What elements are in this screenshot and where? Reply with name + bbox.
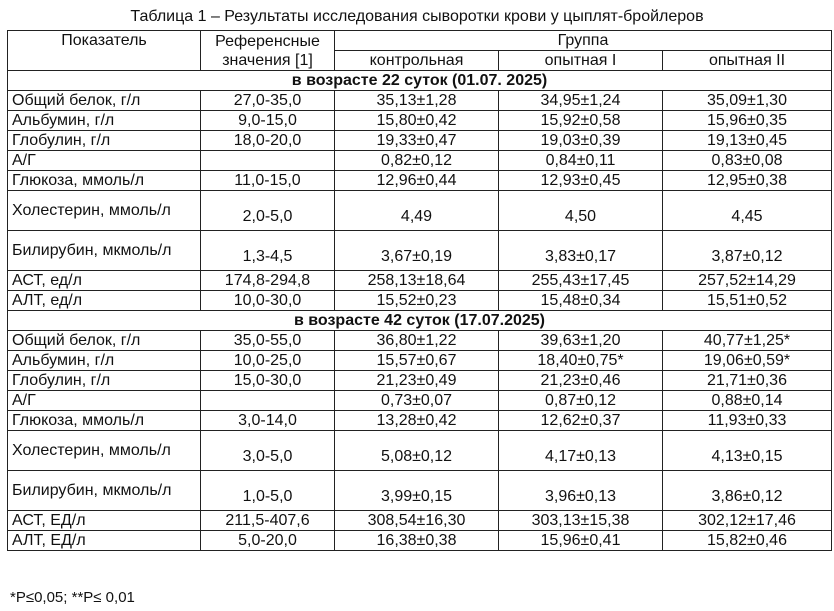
table-row xyxy=(8,171,832,191)
group-control-value: 15,80±0,42 xyxy=(335,111,499,131)
indicator-name: Глобулин, г/л xyxy=(8,131,201,151)
table-row xyxy=(8,131,832,151)
table-row xyxy=(8,231,832,271)
reference-value: 211,5-407,6 xyxy=(201,511,335,531)
reference-value xyxy=(201,391,335,411)
table-row xyxy=(8,431,832,471)
group-control-value: 36,80±1,22 xyxy=(335,331,499,351)
indicator-name: Альбумин, г/л xyxy=(8,351,201,371)
group-experimental-1-value: 4,50 xyxy=(499,191,663,231)
group-experimental-1-value: 39,63±1,20 xyxy=(499,331,663,351)
reference-value: 18,0-20,0 xyxy=(201,131,335,151)
results-table xyxy=(7,30,832,551)
group-control-value: 5,08±0,12 xyxy=(335,431,499,471)
group-control-value: 19,33±0,47 xyxy=(335,131,499,151)
indicator-name: Глобулин, г/л xyxy=(8,371,201,391)
group-experimental-1-header: опытная I xyxy=(499,51,663,71)
table-row xyxy=(8,411,832,431)
indicator-name: Билирубин, мкмоль/л xyxy=(8,231,201,271)
group-control-value: 13,28±0,42 xyxy=(335,411,499,431)
group-control-value: 15,52±0,23 xyxy=(335,291,499,311)
reference-value: 2,0-5,0 xyxy=(201,191,335,231)
group-control-value: 258,13±18,64 xyxy=(335,271,499,291)
reference-value xyxy=(201,151,335,171)
table-row xyxy=(8,351,832,371)
group-experimental-2-value: 3,86±0,12 xyxy=(663,471,832,511)
table-row xyxy=(8,291,832,311)
indicator-name: Общий белок, г/л xyxy=(8,91,201,111)
group-experimental-1-value: 3,96±0,13 xyxy=(499,471,663,511)
group-experimental-1-value: 0,87±0,12 xyxy=(499,391,663,411)
group-experimental-1-value: 21,23±0,46 xyxy=(499,371,663,391)
group-control-value: 35,13±1,28 xyxy=(335,91,499,111)
indicator-name: АСТ, ЕД/л xyxy=(8,511,201,531)
group-experimental-2-value: 35,09±1,30 xyxy=(663,91,832,111)
reference-value: 9,0-15,0 xyxy=(201,111,335,131)
group-experimental-2-value: 3,87±0,12 xyxy=(663,231,832,271)
group-experimental-2-value: 4,13±0,15 xyxy=(663,431,832,471)
table-row xyxy=(8,271,832,291)
group-control-header: контрольная xyxy=(335,51,499,71)
reference-value: 1,3-4,5 xyxy=(201,231,335,271)
group-experimental-2-value: 19,06±0,59* xyxy=(663,351,832,371)
group-experimental-1-value: 12,62±0,37 xyxy=(499,411,663,431)
group-experimental-1-value: 18,40±0,75* xyxy=(499,351,663,371)
table-caption: Таблица 1 – Результаты исследования сыворотки крови у цыплят-бройлеров xyxy=(130,8,704,25)
indicator-name: АЛТ, ед/л xyxy=(8,291,201,311)
section-row xyxy=(8,71,832,91)
group-control-value: 3,67±0,19 xyxy=(335,231,499,271)
reference-value: 10,0-30,0 xyxy=(201,291,335,311)
group-experimental-1-value: 303,13±15,38 xyxy=(499,511,663,531)
section-title: в возрасте 22 суток (01.07. 2025) xyxy=(8,71,832,91)
reference-value: 10,0-25,0 xyxy=(201,351,335,371)
indicator-name: АСТ, ед/л xyxy=(8,271,201,291)
reference-value: 35,0-55,0 xyxy=(201,331,335,351)
table-row xyxy=(8,471,832,511)
reference-value: 15,0-30,0 xyxy=(201,371,335,391)
reference-value: 3,0-14,0 xyxy=(201,411,335,431)
group-experimental-2-value: 4,45 xyxy=(663,191,832,231)
group-experimental-1-value: 4,17±0,13 xyxy=(499,431,663,471)
group-control-value: 0,73±0,07 xyxy=(335,391,499,411)
table-row xyxy=(8,371,832,391)
group-experimental-1-value: 12,93±0,45 xyxy=(499,171,663,191)
group-experimental-2-value: 15,82±0,46 xyxy=(663,531,832,551)
group-experimental-1-value: 3,83±0,17 xyxy=(499,231,663,271)
group-experimental-2-value: 302,12±17,46 xyxy=(663,511,832,531)
indicator-name: Общий белок, г/л xyxy=(8,331,201,351)
indicator-name: Билирубин, мкмоль/л xyxy=(8,471,201,511)
indicator-name: А/Г xyxy=(8,151,201,171)
group-control-value: 308,54±16,30 xyxy=(335,511,499,531)
reference-value: 1,0-5,0 xyxy=(201,471,335,511)
table-row xyxy=(8,391,832,411)
reference-value: 5,0-20,0 xyxy=(201,531,335,551)
header-row xyxy=(8,31,832,51)
group-experimental-2-value: 12,95±0,38 xyxy=(663,171,832,191)
group-experimental-2-header: опытная II xyxy=(663,51,832,71)
group-control-value: 0,82±0,12 xyxy=(335,151,499,171)
indicator-name: Холестерин, ммоль/л xyxy=(8,191,201,231)
reference-header: Референсные значения [1] xyxy=(201,31,335,71)
indicator-name: Холестерин, ммоль/л xyxy=(8,431,201,471)
group-experimental-1-value: 15,92±0,58 xyxy=(499,111,663,131)
group-experimental-2-value: 19,13±0,45 xyxy=(663,131,832,151)
group-control-value: 16,38±0,38 xyxy=(335,531,499,551)
group-experimental-2-value: 0,88±0,14 xyxy=(663,391,832,411)
group-experimental-2-value: 11,93±0,33 xyxy=(663,411,832,431)
group-experimental-1-value: 15,48±0,34 xyxy=(499,291,663,311)
table-row xyxy=(8,91,832,111)
group-control-value: 4,49 xyxy=(335,191,499,231)
table-row xyxy=(8,331,832,351)
group-header: Группа xyxy=(335,31,832,51)
group-experimental-1-value: 34,95±1,24 xyxy=(499,91,663,111)
reference-value: 27,0-35,0 xyxy=(201,91,335,111)
group-experimental-2-value: 0,83±0,08 xyxy=(663,151,832,171)
indicator-header: Показатель xyxy=(8,31,201,71)
group-experimental-2-value: 21,71±0,36 xyxy=(663,371,832,391)
table-row xyxy=(8,111,832,131)
group-experimental-2-value: 257,52±14,29 xyxy=(663,271,832,291)
reference-value: 11,0-15,0 xyxy=(201,171,335,191)
indicator-name: Глюкоза, ммоль/л xyxy=(8,411,201,431)
indicator-name: АЛТ, ЕД/л xyxy=(8,531,201,551)
reference-value: 174,8-294,8 xyxy=(201,271,335,291)
table-row xyxy=(8,191,832,231)
group-experimental-2-value: 15,96±0,35 xyxy=(663,111,832,131)
table-row xyxy=(8,151,832,171)
group-experimental-2-value: 40,77±1,25* xyxy=(663,331,832,351)
table-row xyxy=(8,511,832,531)
group-control-value: 3,99±0,15 xyxy=(335,471,499,511)
reference-value: 3,0-5,0 xyxy=(201,431,335,471)
indicator-name: А/Г xyxy=(8,391,201,411)
table-row xyxy=(8,531,832,551)
group-control-value: 21,23±0,49 xyxy=(335,371,499,391)
indicator-name: Глюкоза, ммоль/л xyxy=(8,171,201,191)
footnote: *Р≤0,05; **Р≤ 0,01 xyxy=(10,589,135,606)
group-experimental-1-value: 255,43±17,45 xyxy=(499,271,663,291)
group-experimental-1-value: 0,84±0,11 xyxy=(499,151,663,171)
indicator-name: Альбумин, г/л xyxy=(8,111,201,131)
section-row xyxy=(8,311,832,331)
group-experimental-1-value: 15,96±0,41 xyxy=(499,531,663,551)
group-control-value: 15,57±0,67 xyxy=(335,351,499,371)
group-experimental-1-value: 19,03±0,39 xyxy=(499,131,663,151)
section-title: в возрасте 42 суток (17.07.2025) xyxy=(8,311,832,331)
group-control-value: 12,96±0,44 xyxy=(335,171,499,191)
group-experimental-2-value: 15,51±0,52 xyxy=(663,291,832,311)
results-table-body xyxy=(8,31,832,551)
